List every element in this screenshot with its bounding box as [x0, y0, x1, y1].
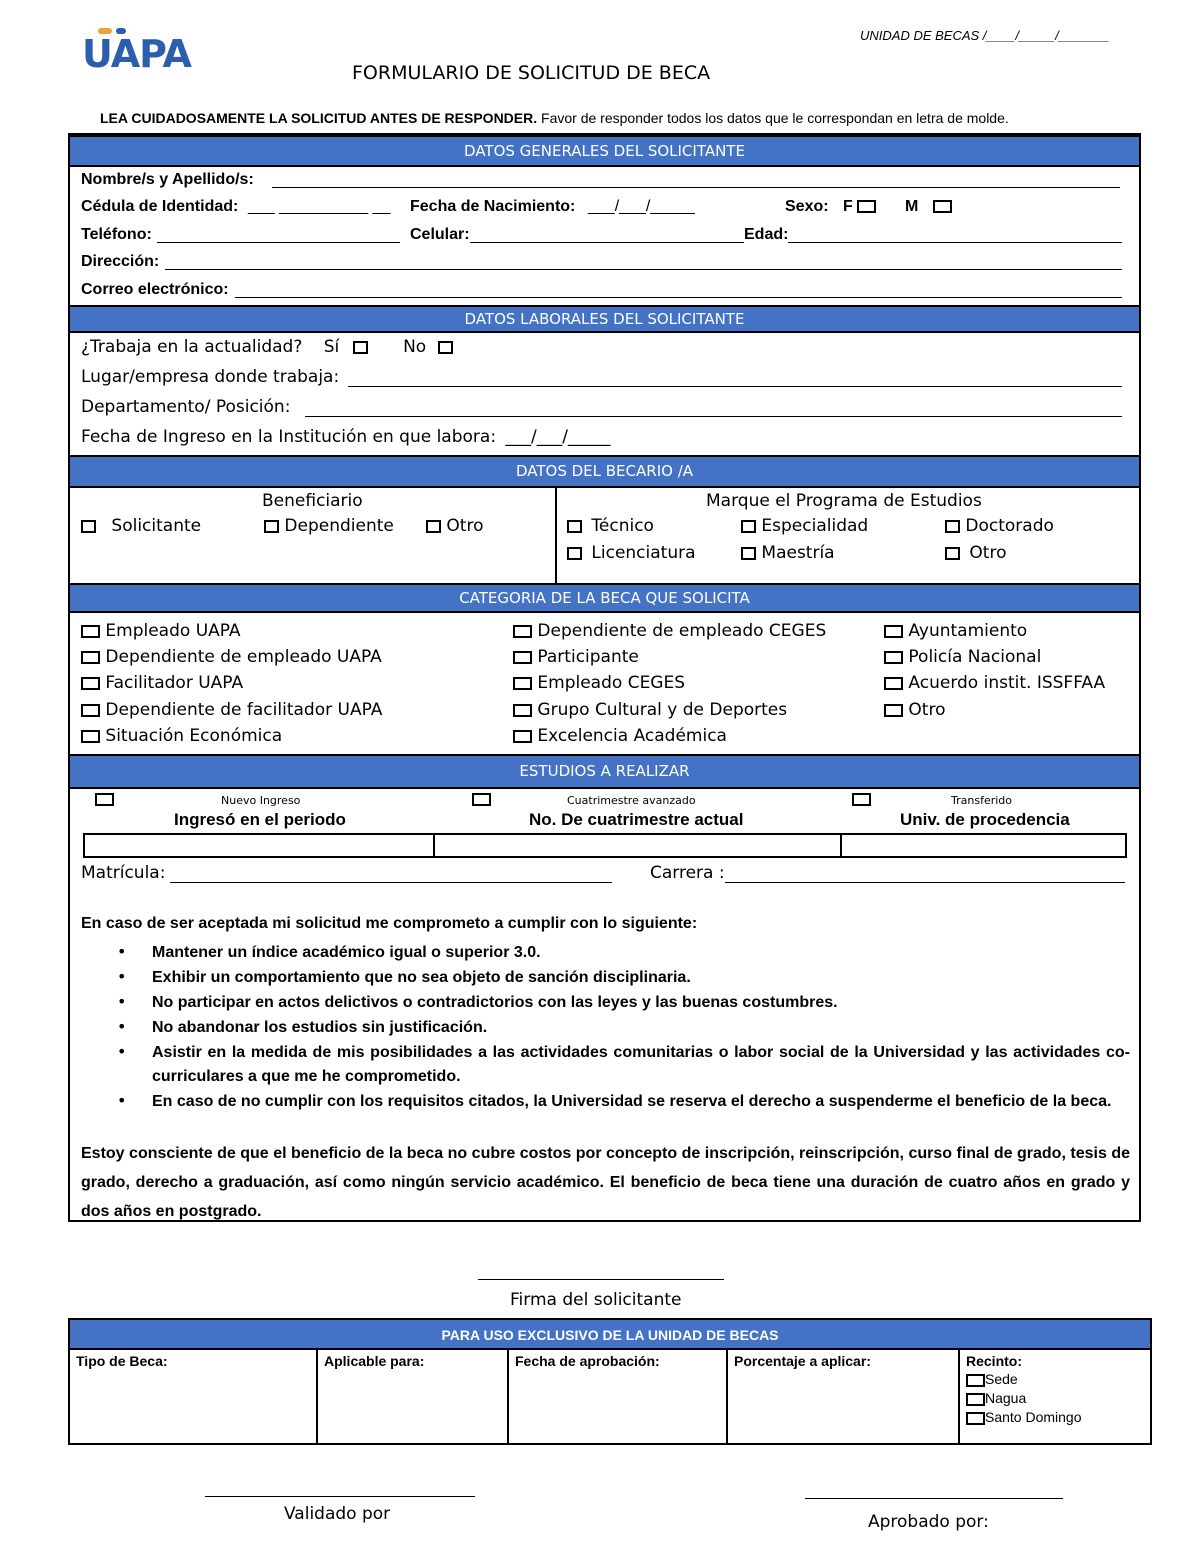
procedencia-input[interactable] [842, 835, 1125, 856]
maestria-checkbox[interactable] [741, 547, 756, 560]
address-field[interactable] [165, 269, 1122, 270]
cat-empleado-ceges-checkbox[interactable] [513, 677, 532, 690]
cat-dep-facilitador-uapa-checkbox[interactable] [81, 704, 100, 717]
main-form [68, 133, 1141, 1222]
cat-excelencia-academica-checkbox[interactable] [513, 730, 532, 743]
phone-field[interactable] [157, 242, 400, 243]
dependent-checkbox[interactable] [264, 520, 279, 533]
applicant-label: Solicitante [111, 516, 202, 536]
becario-divider [555, 488, 557, 583]
office-col-recinto [958, 1350, 1150, 1443]
cat-label: Participante [537, 647, 639, 667]
otro-program-label: Otro [969, 543, 1007, 563]
commitment-item: En caso de no cumplir con los requisitos citados, la Universidad se reserva el derecho a suspenderme el beneficio de la beca. [152, 1093, 1112, 1110]
cat-policia-nacional-checkbox[interactable] [884, 651, 903, 664]
birth-field[interactable]: ___/___/_____ [588, 198, 695, 215]
office-col-label: Fecha de aprobación: [515, 1353, 660, 1369]
transferido-checkbox[interactable] [852, 793, 871, 806]
sex-label: Sexo: [785, 198, 829, 215]
sex-m [905, 198, 952, 216]
instructions-bold: LEA CUIDADOSAMENTE LA SOLICITUD ANTES DE RESPONDER. [100, 110, 538, 126]
beneficiary-other [426, 516, 483, 536]
validated-label: Validado por [284, 1504, 391, 1524]
cat-situacion-economica-checkbox[interactable] [81, 730, 100, 743]
program-otro [945, 543, 1006, 563]
beneficiary-dependent [264, 516, 394, 536]
commitment-item: No participar en actos delictivos o contradictorios con las leyes y las buenas costumbres. [152, 994, 838, 1011]
approved-label: Aprobado por: [868, 1512, 989, 1532]
uapa-logo [82, 28, 192, 76]
cell-field[interactable] [470, 242, 744, 243]
commitment-item: Asistir en la medida de mis posibilidades a las actividades comunitarias o labor social de la Universidad y las actividades co-curriculares a que me he comprometido. [152, 1044, 1130, 1085]
address-label: Dirección: [81, 253, 160, 270]
commitment-item: Mantener un índice académico igual o superior 3.0. [152, 944, 541, 961]
campus-nagua [966, 1390, 1144, 1406]
cat-label: Dependiente de empleado UAPA [105, 647, 382, 667]
cat-otro [884, 700, 945, 720]
instructions-rest: Favor de responder todos los datos que le correspondan en letra de molde. [541, 110, 1009, 126]
office-col-label: Aplicable para: [324, 1353, 425, 1369]
section-header-work: DATOS LABORALES DEL SOLICITANTE [70, 305, 1139, 333]
cat-dep-empleado-uapa-checkbox[interactable] [81, 651, 100, 664]
logo-text: UAPA [82, 32, 191, 76]
cat-label: Dependiente de facilitador UAPA [105, 700, 383, 720]
tecnico-checkbox[interactable] [567, 520, 582, 533]
cat-grupo-cultural-checkbox[interactable] [513, 704, 532, 717]
enrollment-field[interactable] [170, 882, 612, 883]
program-tecnico [567, 516, 654, 536]
cat-empleado-uapa-checkbox[interactable] [81, 625, 100, 638]
program-especialidad [741, 516, 868, 536]
age-label: Edad: [744, 226, 789, 243]
other-label: Otro [446, 516, 484, 536]
campus-sede-checkbox[interactable] [966, 1374, 985, 1387]
form-title: FORMULARIO DE SOLICITUD DE BECA [352, 62, 711, 84]
applicant-checkbox[interactable] [81, 520, 96, 533]
cat-facilitador-uapa [81, 673, 243, 693]
study-type-label: Cuatrimestre avanzado [567, 794, 696, 807]
yes-checkbox[interactable] [353, 341, 368, 354]
no-label: No [403, 337, 427, 357]
program-licenciatura [567, 543, 696, 563]
cat-participante-checkbox[interactable] [513, 651, 532, 664]
yes-label: Sí [323, 337, 340, 357]
nuevo-ingreso-checkbox[interactable] [95, 793, 114, 806]
cat-policia-nacional [884, 647, 1041, 667]
study-fields-row [83, 833, 1127, 858]
cuatrimestre-input[interactable] [435, 835, 840, 856]
name-field[interactable] [272, 187, 1120, 188]
cat-situacion-economica [81, 726, 282, 746]
especialidad-label: Especialidad [761, 516, 869, 536]
office-col-label: Porcentaje a aplicar: [734, 1353, 871, 1369]
instructions [100, 110, 1009, 126]
age-field[interactable] [788, 242, 1122, 243]
campus-sede [966, 1371, 1144, 1387]
office-use-table [68, 1318, 1152, 1445]
cat-label: Empleado UAPA [105, 621, 241, 641]
commitment-item: No abandonar los estudios sin justificación. [152, 1019, 488, 1036]
email-label: Correo electrónico: [81, 281, 229, 298]
start-field[interactable]: ___/___/_____ [505, 427, 611, 447]
sex-m-checkbox[interactable] [933, 200, 952, 213]
commitment-closing: Estoy consciente de que el beneficio de la beca no cubre costos por concepto de inscripción, reinscripción, curso final de grado, tesis de grado, derecho a graduación, así como ningún servicio académico. El beneficio de beca tiene una duración de cuatro años en grado y dos años en postgrado. [81, 1145, 1130, 1220]
especialidad-checkbox[interactable] [741, 520, 756, 533]
section-header-general: DATOS GENERALES DEL SOLICITANTE [70, 135, 1139, 167]
office-col-label: Recinto: [966, 1353, 1022, 1369]
program-doctorado [945, 516, 1054, 536]
cat-label: Empleado CEGES [537, 673, 686, 693]
office-col-label: Tipo de Beca: [76, 1353, 168, 1369]
field-label-procedencia: Univ. de procedencia [900, 810, 1070, 829]
start-date [81, 427, 610, 447]
section-header-becario: DATOS DEL BECARIO /A [70, 455, 1139, 488]
field-label-cuatrimestre: No. De cuatrimestre actual [529, 810, 744, 829]
start-label: Fecha de Ingreso en la Institución en que labora: [81, 427, 497, 447]
cat-facilitador-uapa-checkbox[interactable] [81, 677, 100, 690]
cat-label: Policía Nacional [908, 647, 1042, 667]
cat-dep-facilitador-uapa [81, 700, 382, 720]
cuatrimestre-avanzado-checkbox[interactable] [472, 793, 491, 806]
cat-dep-empleado-ceges [513, 621, 826, 641]
office-col-fecha [507, 1350, 728, 1443]
office-header: PARA USO EXCLUSIVO DE LA UNIDAD DE BECAS [70, 1320, 1150, 1350]
sex-f [843, 198, 876, 216]
cat-empleado-ceges [513, 673, 685, 693]
commitment-item: Exhibir un comportamiento que no sea objeto de sanción disciplinaria. [152, 969, 691, 986]
bullet-icon: • [117, 967, 127, 986]
cat-ayuntamiento-checkbox[interactable] [884, 625, 903, 638]
cedula-label: Cédula de Identidad: [81, 198, 239, 215]
cat-dep-empleado-uapa [81, 647, 382, 667]
cat-grupo-cultural [513, 700, 787, 720]
cat-label: Otro [908, 700, 946, 720]
signature-line[interactable] [478, 1279, 724, 1280]
bullet-icon: • [117, 1042, 127, 1061]
cat-label: Acuerdo instit. ISSFFAA [908, 673, 1106, 693]
cat-acuerdo-issffaa-checkbox[interactable] [884, 677, 903, 690]
tecnico-label: Técnico [591, 516, 654, 536]
office-col-aplicable [316, 1350, 509, 1443]
email-field[interactable] [235, 297, 1122, 298]
cat-otro-checkbox[interactable] [884, 704, 903, 717]
cat-ayuntamiento [884, 621, 1027, 641]
section-header-studies: ESTUDIOS A REALIZAR [70, 754, 1139, 789]
approved-line[interactable] [805, 1498, 1063, 1499]
cat-label: Excelencia Académica [537, 726, 727, 746]
licenciatura-label: Licenciatura [591, 543, 696, 563]
beneficiary-applicant [81, 516, 201, 536]
campus-label: Sede [985, 1371, 1018, 1387]
office-col-porcentaje [726, 1350, 960, 1443]
bullet-icon: • [117, 1091, 127, 1110]
cat-acuerdo-issffaa [884, 673, 1105, 693]
unidad-becas-date: UNIDAD DE BECAS /____/_____/_______ [860, 28, 1110, 43]
program-maestria [741, 543, 835, 563]
sex-f-checkbox[interactable] [857, 200, 876, 213]
periodo-input[interactable] [85, 835, 433, 856]
cat-label: Grupo Cultural y de Deportes [537, 700, 788, 720]
licenciatura-checkbox[interactable] [567, 547, 582, 560]
career-label: Carrera : [650, 863, 725, 883]
cat-label: Situación Económica [105, 726, 283, 746]
validated-line[interactable] [205, 1496, 475, 1497]
study-type-label: Nuevo Ingreso [221, 794, 301, 807]
cat-label: Ayuntamiento [908, 621, 1028, 641]
cat-dep-empleado-ceges-checkbox[interactable] [513, 625, 532, 638]
career-field[interactable] [725, 882, 1125, 883]
campus-santo-domingo-checkbox[interactable] [966, 1412, 985, 1425]
sex-f-label: F [843, 198, 853, 215]
section-header-category: CATEGORIA DE LA BECA QUE SOLICITA [70, 583, 1139, 613]
sex-m-label: M [905, 198, 919, 215]
works-now-label: ¿Trabaja en la actualidad? [81, 337, 303, 357]
company-label: Lugar/empresa donde trabaja: [81, 367, 340, 387]
otro-program-checkbox[interactable] [945, 547, 960, 560]
cat-label: Facilitador UAPA [105, 673, 244, 693]
cedula-field[interactable]: ___ __________ __ [248, 198, 391, 215]
dependent-label: Dependiente [284, 516, 394, 536]
phone-label: Teléfono: [81, 226, 152, 243]
birth-label: Fecha de Nacimiento: [410, 198, 576, 215]
company-field[interactable] [348, 386, 1122, 387]
campus-nagua-checkbox[interactable] [966, 1393, 985, 1406]
beneficiary-title: Beneficiario [262, 491, 363, 511]
enrollment-label: Matrícula: [81, 863, 166, 883]
bullet-icon: • [117, 942, 127, 961]
doctorado-label: Doctorado [965, 516, 1054, 536]
study-type-label: Transferido [951, 794, 1012, 807]
cat-empleado-uapa [81, 621, 241, 641]
other-checkbox[interactable] [426, 520, 441, 533]
office-col-tipo [70, 1350, 318, 1443]
name-label: Nombre/s y Apellido/s: [81, 171, 254, 188]
bullet-icon: • [117, 992, 127, 1011]
cat-label: Dependiente de empleado CEGES [537, 621, 827, 641]
program-title: Marque el Programa de Estudios [706, 491, 982, 511]
cell-label: Celular: [410, 226, 470, 243]
campus-santo-domingo [966, 1409, 1144, 1425]
doctorado-checkbox[interactable] [945, 520, 960, 533]
cat-excelencia-academica [513, 726, 727, 746]
signature-label: Firma del solicitante [510, 1290, 682, 1310]
maestria-label: Maestría [761, 543, 835, 563]
commitment-intro: En caso de ser aceptada mi solicitud me comprometo a cumplir con lo siguiente: [81, 915, 698, 932]
field-label-periodo: Ingresó en el periodo [174, 810, 346, 829]
campus-label: Nagua [985, 1390, 1027, 1406]
no-checkbox[interactable] [438, 341, 453, 354]
cat-participante [513, 647, 639, 667]
works-now [81, 337, 453, 357]
bullet-icon: • [117, 1017, 127, 1036]
position-label: Departamento/ Posición: [81, 397, 291, 417]
campus-label: Santo Domingo [985, 1409, 1082, 1425]
position-field[interactable] [305, 416, 1122, 417]
